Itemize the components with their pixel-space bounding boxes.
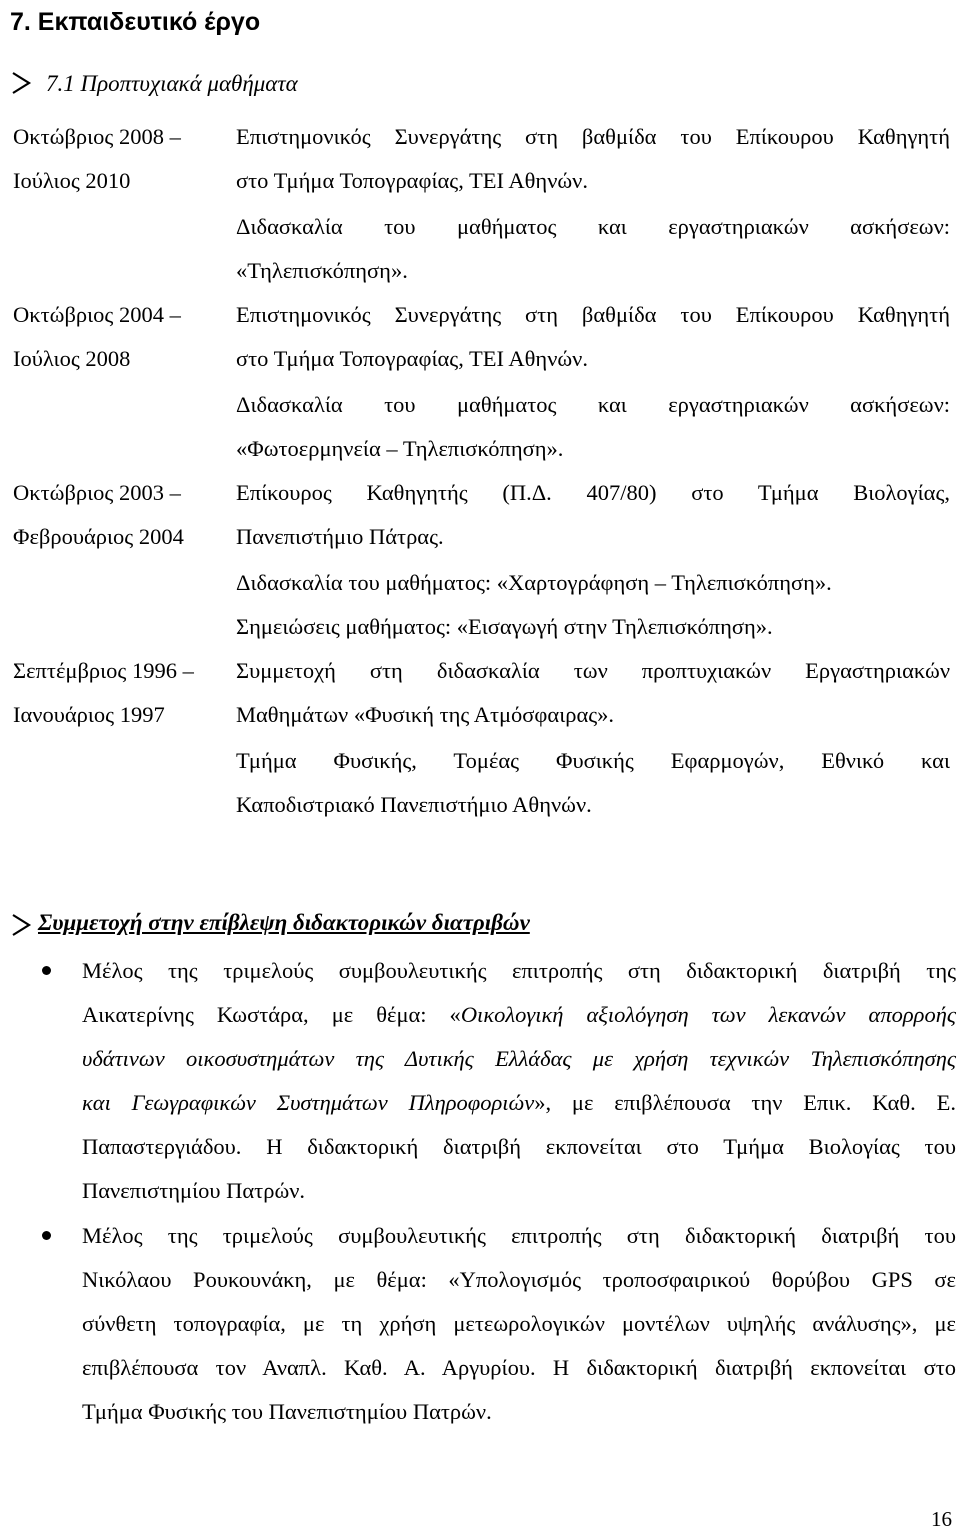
entry-line: Σημειώσεις μαθήματος: «Εισαγωγή στην Τηλεπισκόπηση». [236, 614, 773, 639]
entry-date-start: Οκτώβριος 2004 – [13, 302, 181, 327]
bullet-icon [42, 1231, 51, 1240]
entry-date-start: Οκτώβριος 2003 – [13, 480, 181, 505]
thesis-title-line [82, 1037, 956, 1081]
page-title: 7. Εκπαιδευτικό έργο [10, 8, 261, 36]
entry-date-end: Φεβρουάριος 2004 [13, 524, 184, 549]
section-heading-supervision: Συμμετοχή στην επίβλεψη διδακτορικών διατριβών [38, 910, 530, 935]
entry-line: «Φωτοερμηνεία – Τηλεπισκόπηση». [236, 436, 564, 461]
thesis-title: Οικολογική αξιολόγηση των λεκανών απορροής [460, 1002, 956, 1027]
entry-line: στο Τμήμα Τοπογραφίας, ΤΕΙ Αθηνών. [236, 168, 588, 193]
supervision-text: », με επιβλέπουσα την Επικ. Καθ. Ε. [534, 1090, 956, 1115]
entry-line: Καποδιστριακό Πανεπιστήμιο Αθηνών. [236, 792, 592, 817]
entry-line: στο Τμήμα Τοπογραφίας, ΤΕΙ Αθηνών. [236, 346, 588, 371]
section-heading-undergraduate: 7.1 Προπτυχιακά μαθήματα [46, 71, 298, 96]
supervision-line: Μέλος της τριμελούς συμβουλευτικής επιτροπής στη διδακτορική διατριβή του [82, 1223, 956, 1248]
entry-line: «Τηλεπισκόπηση». [236, 258, 408, 283]
entry-line: Επίκουρος Καθηγητής (Π.Δ. 407/80) στο Τμήμα Βιολογίας, [236, 480, 950, 505]
supervision-line: Πανεπιστημίου Πατρών. [82, 1178, 306, 1203]
entry-line: Επιστημονικός Συνεργάτης στη βαθμίδα του Επίκουρου Καθηγητή [236, 124, 950, 149]
entry-line: Τμήμα Φυσικής, Τομέας Φυσικής Εφαρμογών, Εθνικό και [236, 748, 950, 773]
supervision-line: επιβλέπουσα τον Αναπλ. Καθ. Α. Αργυρίου. Η διδακτορική διατριβή εκπονείται στο [82, 1355, 956, 1380]
supervision-line: Παπαστεργιάδου. Η διδακτορική διατριβή εκπονείται στο Τμήμα Βιολογίας του [82, 1134, 956, 1159]
supervision-text: Αικατερίνης Κωστάρα, με θέμα: « [82, 1002, 461, 1027]
arrow-bullet-icon [8, 70, 34, 96]
entry-date-end: Ιανουάριος 1997 [13, 702, 165, 727]
supervision-line [82, 1081, 956, 1125]
entry-line: Πανεπιστήμιο Πάτρας. [236, 524, 444, 549]
entry-line: Διδασκαλία του μαθήματος: «Χαρτογράφηση – Τηλεπισκόπηση». [236, 570, 832, 595]
entry-date-end: Ιούλιος 2008 [13, 346, 131, 371]
entry-line: Διδασκαλία του μαθήματος και εργαστηριακών ασκήσεων: [236, 392, 950, 417]
supervision-line: Τμήμα Φυσικής του Πανεπιστημίου Πατρών. [82, 1399, 492, 1424]
supervision-line: Μέλος της τριμελούς συμβουλευτικής επιτροπής στη διδακτορική διατριβή της [82, 958, 956, 983]
entry-date-end: Ιούλιος 2010 [13, 168, 131, 193]
arrow-bullet-icon [8, 912, 34, 938]
entry-line: Μαθημάτων «Φυσική της Ατμόσφαιρας». [236, 702, 615, 727]
entry-line: Επιστημονικός Συνεργάτης στη βαθμίδα του Επίκουρου Καθηγητή [236, 302, 950, 327]
entry-line: Συμμετοχή στη διδασκαλία των προπτυχιακών Εργαστηριακών [236, 658, 950, 683]
bullet-icon [42, 966, 51, 975]
entry-date-start: Οκτώβριος 2008 – [13, 124, 181, 149]
thesis-title: υδάτινων οικοσυστημάτων της Δυτικής Ελλάδας με χρήση τεχνικών Τηλεπισκόπησης [82, 1046, 956, 1071]
supervision-line: Νικόλαου Ρουκουνάκη, με θέμα: «Υπολογισμός τροποσφαιρικού θορύβου GPS σε [82, 1267, 956, 1292]
entry-line: Διδασκαλία του μαθήματος και εργαστηριακών ασκήσεων: [236, 214, 950, 239]
entry-date-start: Σεπτέμβριος 1996 – [13, 658, 194, 683]
supervision-line [82, 993, 956, 1037]
page-number: 16 [931, 1507, 952, 1531]
supervision-line: σύνθετη τοπογραφία, με τη χρήση μετεωρολογικών μοντέλων υψηλής ανάλυσης», με [82, 1311, 956, 1336]
thesis-title: και Γεωγραφικών Συστημάτων Πληροφοριών [82, 1090, 535, 1115]
